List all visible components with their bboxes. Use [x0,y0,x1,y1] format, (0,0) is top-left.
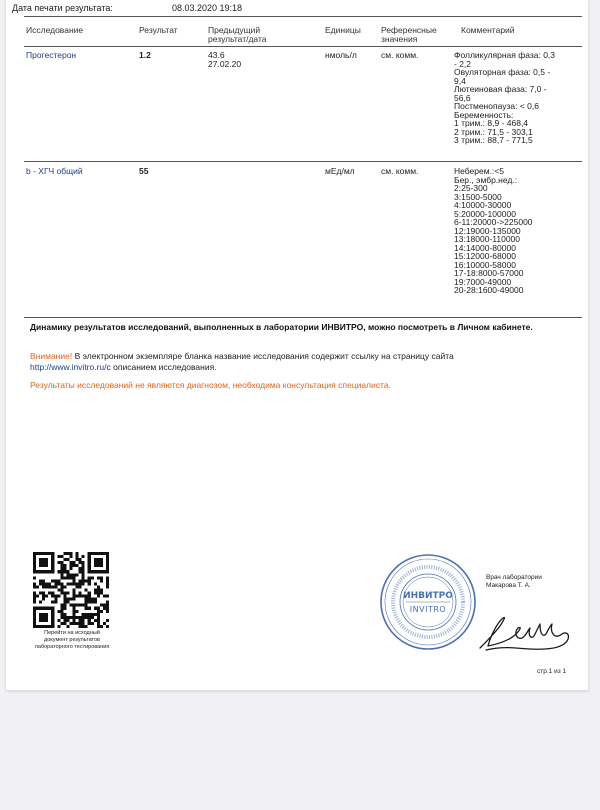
lab-stamp [378,552,478,652]
row-progesterone-study[interactable]: Прогестерон [26,50,77,60]
row-progesterone-result: 1.2 [139,50,151,60]
print-date [12,3,243,13]
divider-row2 [24,317,582,318]
print-date-value: 08.03.2020 19:18 [172,3,243,13]
doctor-block [486,574,542,590]
invitro-link[interactable]: http://www.invitro.ru/ [30,362,107,372]
print-date-label: Дата печати результата: [12,3,113,13]
divider-top [24,16,582,17]
row-hcg-result: 55 [139,166,149,176]
disclaimer: Результаты исследований не являются диагнозом, необходима консультация специалиста. [30,380,391,390]
doctor-title: Врач лаборатории [486,574,542,581]
qr-caption: Перейти на исходный документ результатов лабораторного тестирования [34,630,110,650]
header-reference: Референсные значения [381,25,437,44]
header-study: Исследование [26,25,84,35]
row-hcg-study[interactable]: b - ХГЧ общий [26,166,83,176]
row-hcg-reference: см. комм. [381,166,419,176]
row-progesterone-previous: 43.6 27.02.20 [208,50,242,69]
divider-row1 [24,161,582,162]
divider-header [24,46,582,47]
page-number: стр.1 из 1 [537,668,567,675]
doctor-name: Макарова Т. А. [486,582,531,589]
svg-text:INVITRO: INVITRO [409,605,447,614]
stamp-text: ИНВИТРО [403,591,453,601]
header-previous: Предыдущий результат/дата [208,25,267,44]
warning-label: Внимание! [30,351,73,361]
header-comment: Комментарий [461,25,515,35]
row-progesterone-comment: Фолликулярная фаза: 0,3 - 2,2 Овуляторная фаза: 0,5 - 9,4 Лютеиновая фаза: 7,0 - 56,6 Постменопауза: < 0,6 Беременность: 1 трим.: 8,9 - 468,4 2 трим.: 71,5 - 303,1 3 трим.: 88,7 - 771,5 [454,50,556,145]
qr-code[interactable] [33,552,109,628]
row-hcg-comment: Неберем.:<5 Бер., эмбр.нед.: 2:25-300 3:1500-5000 4:10000-30000 5:20000-100000 6-11:20000->225000 12:19000-135000 13:18000-110000 14:14000-80000 15:12000-68000 16:10000-58000 17-18:8000-57000 19:7000-49000 20-28:1600-49000 [454,166,533,295]
dynamics-note: Динамику результатов исследований, выполненных в лаборатории ИНВИТРО, можно посмотреть в Личном кабинете. [30,322,533,332]
header-result: Результат [139,25,178,35]
row-progesterone-reference: см. комм. [381,50,419,60]
header-units: Единицы [325,25,361,35]
result-document [6,0,588,690]
row-hcg-units: мЕд/мл [325,166,355,176]
warning-note: Внимание! В электронном экземпляре бланка название исследования содержит ссылку на страницу сайта http://www.invitro.ru/с описанием исследования. [30,351,454,372]
row-progesterone-units: нмоль/л [325,50,357,60]
doctor-signature [476,604,576,660]
